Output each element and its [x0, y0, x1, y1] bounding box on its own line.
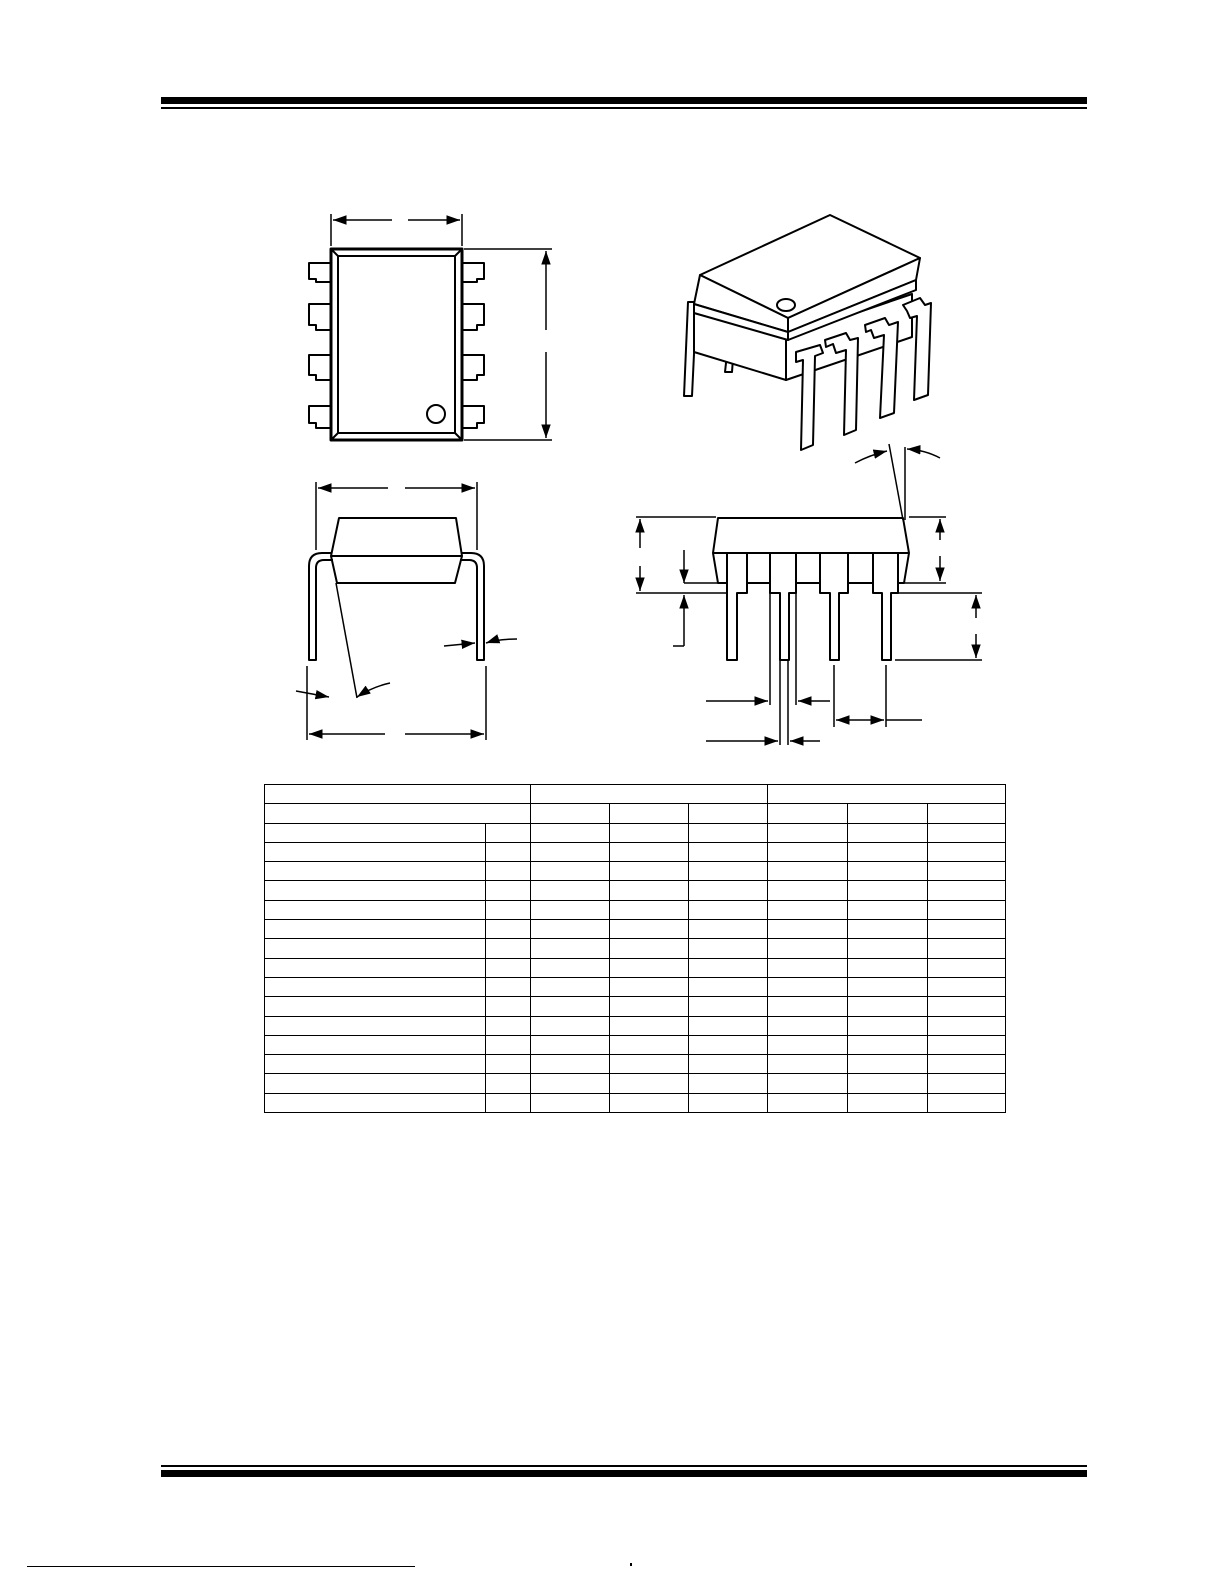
table-cell — [768, 881, 848, 900]
table-cell — [928, 1093, 1006, 1112]
table-cell — [848, 862, 928, 881]
table-cell — [265, 900, 486, 919]
table-cell — [689, 862, 768, 881]
dimensions-table — [264, 784, 1006, 1113]
table-row — [265, 958, 1006, 977]
table-cell — [265, 881, 486, 900]
table-row — [265, 997, 1006, 1016]
table-cell — [486, 977, 531, 996]
table-cell — [486, 958, 531, 977]
table-cell — [768, 823, 848, 842]
end-view — [296, 482, 517, 740]
table-cell — [768, 997, 848, 1016]
table-cell — [768, 900, 848, 919]
table-row — [265, 1074, 1006, 1093]
table-cell — [768, 862, 848, 881]
table-cell — [768, 920, 848, 939]
table-header-row-1 — [265, 785, 1006, 804]
header-cell — [768, 785, 1006, 804]
header-cell — [265, 785, 531, 804]
header-cell — [928, 804, 1006, 823]
pin1-dimple — [777, 299, 795, 311]
table-row — [265, 920, 1006, 939]
table-cell — [610, 823, 689, 842]
table-cell — [928, 958, 1006, 977]
side-view — [636, 444, 982, 745]
table-cell — [610, 958, 689, 977]
table-cell — [848, 920, 928, 939]
table-cell — [531, 1035, 610, 1054]
table-cell — [610, 939, 689, 958]
table-cell — [689, 1093, 768, 1112]
table-cell — [265, 997, 486, 1016]
table-cell — [848, 1093, 928, 1112]
table-cell — [768, 1074, 848, 1093]
table-cell — [848, 1016, 928, 1035]
footer-mark — [630, 1563, 632, 1566]
table-row — [265, 900, 1006, 919]
end-view-left-lead — [309, 553, 333, 660]
table-cell — [531, 900, 610, 919]
table-cell — [768, 939, 848, 958]
table-cell — [531, 842, 610, 861]
table-cell — [610, 900, 689, 919]
table-cell — [486, 939, 531, 958]
table-cell — [928, 1055, 1006, 1074]
table-cell — [610, 1035, 689, 1054]
header-cell — [610, 804, 689, 823]
table-cell — [265, 1055, 486, 1074]
table-cell — [531, 958, 610, 977]
table-cell — [486, 1055, 531, 1074]
table-cell — [768, 1035, 848, 1054]
table-cell — [531, 1055, 610, 1074]
table-cell — [610, 1074, 689, 1093]
table-row — [265, 977, 1006, 996]
table-cell — [928, 977, 1006, 996]
table-cell — [848, 842, 928, 861]
table-cell — [689, 958, 768, 977]
table-row — [265, 823, 1006, 842]
table-cell — [486, 997, 531, 1016]
table-cell — [531, 939, 610, 958]
table-cell — [768, 1093, 848, 1112]
table-cell — [265, 1035, 486, 1054]
table-cell — [265, 1074, 486, 1093]
table-cell — [848, 1055, 928, 1074]
table-cell — [531, 881, 610, 900]
table-cell — [610, 862, 689, 881]
table-cell — [486, 842, 531, 861]
table-cell — [928, 1016, 1006, 1035]
table-cell — [610, 842, 689, 861]
table-cell — [689, 1035, 768, 1054]
table-cell — [610, 997, 689, 1016]
table-row — [265, 842, 1006, 861]
table-cell — [265, 842, 486, 861]
table-row — [265, 881, 1006, 900]
table-cell — [531, 1016, 610, 1035]
table-cell — [531, 997, 610, 1016]
table-cell — [928, 920, 1006, 939]
table-cell — [928, 881, 1006, 900]
table-cell — [768, 1055, 848, 1074]
table-cell — [928, 997, 1006, 1016]
table-row — [265, 1035, 1006, 1054]
header-cell — [265, 804, 531, 823]
table-cell — [848, 958, 928, 977]
table-cell — [689, 1055, 768, 1074]
table-cell — [265, 862, 486, 881]
table-cell — [610, 1093, 689, 1112]
footer-line — [27, 1566, 415, 1567]
table-cell — [689, 842, 768, 861]
table-cell — [928, 842, 1006, 861]
table-cell — [265, 958, 486, 977]
table-row — [265, 1055, 1006, 1074]
table-cell — [768, 977, 848, 996]
table-cell — [848, 1035, 928, 1054]
table-cell — [265, 1016, 486, 1035]
table-cell — [928, 823, 1006, 842]
table-cell — [848, 939, 928, 958]
table-cell — [531, 920, 610, 939]
table-cell — [610, 1016, 689, 1035]
end-view-body — [331, 518, 462, 583]
table-cell — [928, 1074, 1006, 1093]
table-cell — [689, 900, 768, 919]
table-cell — [531, 1074, 610, 1093]
table-cell — [486, 1016, 531, 1035]
header-cell — [848, 804, 928, 823]
table-cell — [486, 1035, 531, 1054]
table-cell — [848, 1074, 928, 1093]
perspective-view — [684, 215, 931, 450]
table-cell — [531, 1093, 610, 1112]
table-cell — [689, 1074, 768, 1093]
table-cell — [768, 842, 848, 861]
table-cell — [689, 920, 768, 939]
top-view-left-pins — [309, 263, 331, 428]
top-view-body — [331, 249, 462, 440]
header-cell — [768, 804, 848, 823]
table-cell — [610, 977, 689, 996]
table-cell — [689, 823, 768, 842]
table-cell — [768, 958, 848, 977]
table-row — [265, 1093, 1006, 1112]
table-cell — [768, 1016, 848, 1035]
top-view — [309, 214, 552, 440]
table-cell — [265, 823, 486, 842]
table-cell — [689, 977, 768, 996]
table-cell — [610, 920, 689, 939]
table-cell — [848, 900, 928, 919]
footer-rule-thin — [161, 1465, 1087, 1467]
table-row — [265, 939, 1006, 958]
table-cell — [848, 997, 928, 1016]
table-cell — [689, 939, 768, 958]
table-cell — [486, 920, 531, 939]
table-cell — [928, 862, 1006, 881]
table-cell — [689, 1016, 768, 1035]
table-cell — [265, 920, 486, 939]
table-cell — [265, 939, 486, 958]
table-cell — [486, 881, 531, 900]
table-cell — [531, 977, 610, 996]
table-cell — [928, 900, 1006, 919]
table-cell — [265, 1093, 486, 1112]
table-cell — [610, 881, 689, 900]
table-cell — [265, 977, 486, 996]
header-cell — [689, 804, 768, 823]
header-cell — [531, 804, 610, 823]
table-row — [265, 1016, 1006, 1035]
table-cell — [486, 823, 531, 842]
table-cell — [689, 881, 768, 900]
table-row — [265, 862, 1006, 881]
table-cell — [610, 1055, 689, 1074]
table-header-row-2 — [265, 804, 1006, 823]
table-cell — [486, 862, 531, 881]
table-cell — [486, 1074, 531, 1093]
table-cell — [486, 1093, 531, 1112]
package-outline-drawing — [0, 0, 1223, 780]
header-cell — [531, 785, 768, 804]
table-cell — [486, 900, 531, 919]
table-cell — [848, 881, 928, 900]
table-cell — [531, 823, 610, 842]
table-cell — [928, 1035, 1006, 1054]
table-cell — [689, 997, 768, 1016]
table-cell — [531, 862, 610, 881]
table-cell — [848, 823, 928, 842]
top-view-right-pins — [462, 263, 484, 428]
table-cell — [928, 939, 1006, 958]
footer-rule-thick — [161, 1470, 1087, 1477]
table-cell — [848, 977, 928, 996]
